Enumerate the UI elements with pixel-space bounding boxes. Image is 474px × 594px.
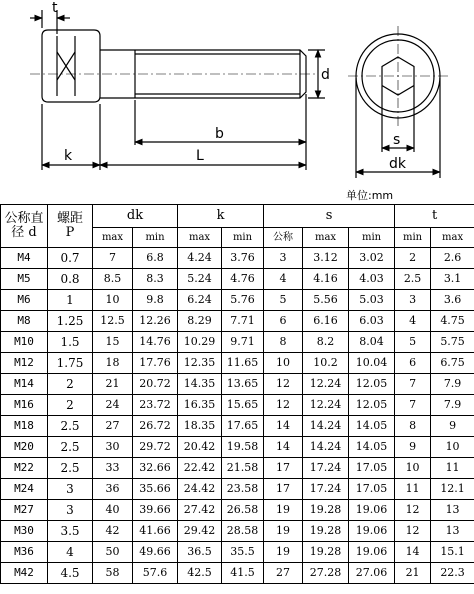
value-cell: 10.2 bbox=[303, 353, 349, 374]
header-t: t bbox=[395, 205, 474, 228]
value-cell: 15.65 bbox=[222, 395, 264, 416]
subheader-cell: min bbox=[395, 228, 431, 248]
value-cell: 27.28 bbox=[303, 563, 349, 584]
value-cell: 19.28 bbox=[303, 542, 349, 563]
value-cell: 3.02 bbox=[349, 248, 395, 269]
value-cell: 10 bbox=[431, 437, 474, 458]
value-cell: 5.56 bbox=[303, 290, 349, 311]
label-d: d bbox=[321, 67, 330, 83]
value-cell: 2.5 bbox=[395, 269, 431, 290]
value-cell: 30 bbox=[93, 437, 133, 458]
bolt-shank-outline bbox=[100, 50, 306, 98]
table-row bbox=[1, 416, 474, 437]
value-cell: 24 bbox=[93, 395, 133, 416]
label-s: s bbox=[393, 132, 401, 148]
table-body bbox=[1, 248, 474, 584]
value-cell: 4 bbox=[395, 311, 431, 332]
table-row bbox=[1, 500, 474, 521]
value-cell: 49.66 bbox=[133, 542, 178, 563]
value-cell: 41.66 bbox=[133, 521, 178, 542]
value-cell: 42.5 bbox=[178, 563, 222, 584]
value-cell: 8 bbox=[264, 332, 303, 353]
header-diameter: 公称直 径 d bbox=[1, 205, 48, 248]
value-cell: 17 bbox=[264, 458, 303, 479]
value-cell: 8.5 bbox=[93, 269, 133, 290]
subheader-cell: min bbox=[222, 228, 264, 248]
value-cell: 5.03 bbox=[349, 290, 395, 311]
value-cell: 6 bbox=[395, 353, 431, 374]
value-cell: 10.04 bbox=[349, 353, 395, 374]
value-cell: 1 bbox=[48, 290, 93, 311]
value-cell: 4.03 bbox=[349, 269, 395, 290]
value-cell: 2.5 bbox=[48, 437, 93, 458]
value-cell: 18 bbox=[93, 353, 133, 374]
value-cell: 24.42 bbox=[178, 479, 222, 500]
value-cell: 19.28 bbox=[303, 500, 349, 521]
value-cell: 5 bbox=[395, 332, 431, 353]
value-cell: 7 bbox=[395, 374, 431, 395]
value-cell: 10 bbox=[93, 290, 133, 311]
size-cell: M18 bbox=[1, 416, 48, 437]
value-cell: 15.1 bbox=[431, 542, 474, 563]
size-cell: M24 bbox=[1, 479, 48, 500]
value-cell: 0.7 bbox=[48, 248, 93, 269]
value-cell: 29.42 bbox=[178, 521, 222, 542]
value-cell: 10.29 bbox=[178, 332, 222, 353]
value-cell: 9.8 bbox=[133, 290, 178, 311]
table-row bbox=[1, 395, 474, 416]
header-dk: dk bbox=[93, 205, 178, 228]
value-cell: 22.42 bbox=[178, 458, 222, 479]
value-cell: 7 bbox=[395, 395, 431, 416]
value-cell: 11 bbox=[431, 458, 474, 479]
value-cell: 14 bbox=[264, 416, 303, 437]
label-dk: dk bbox=[389, 156, 406, 172]
value-cell: 33 bbox=[93, 458, 133, 479]
value-cell: 7.71 bbox=[222, 311, 264, 332]
value-cell: 2.5 bbox=[48, 416, 93, 437]
value-cell: 3.1 bbox=[431, 269, 474, 290]
value-cell: 20.42 bbox=[178, 437, 222, 458]
value-cell: 11.65 bbox=[222, 353, 264, 374]
value-cell: 18.35 bbox=[178, 416, 222, 437]
value-cell: 8.29 bbox=[178, 311, 222, 332]
header-pitch: 螺距 P bbox=[48, 205, 93, 248]
value-cell: 23.58 bbox=[222, 479, 264, 500]
value-cell: 8.04 bbox=[349, 332, 395, 353]
size-cell: M10 bbox=[1, 332, 48, 353]
value-cell: 9.71 bbox=[222, 332, 264, 353]
table-row bbox=[1, 332, 474, 353]
value-cell: 3 bbox=[264, 248, 303, 269]
value-cell: 17 bbox=[264, 479, 303, 500]
value-cell: 17.05 bbox=[349, 479, 395, 500]
size-cell: M4 bbox=[1, 248, 48, 269]
value-cell: 12.05 bbox=[349, 374, 395, 395]
value-cell: 12.5 bbox=[93, 311, 133, 332]
value-cell: 10 bbox=[395, 458, 431, 479]
label-t: t bbox=[52, 0, 58, 16]
value-cell: 14.24 bbox=[303, 437, 349, 458]
value-cell: 9 bbox=[395, 437, 431, 458]
value-cell: 3 bbox=[48, 500, 93, 521]
label-b: b bbox=[215, 126, 224, 142]
value-cell: 28.58 bbox=[222, 521, 264, 542]
value-cell: 4 bbox=[264, 269, 303, 290]
subheader-cell: max bbox=[431, 228, 474, 248]
value-cell: 14.76 bbox=[133, 332, 178, 353]
value-cell: 50 bbox=[93, 542, 133, 563]
value-cell: 3 bbox=[395, 290, 431, 311]
value-cell: 26.58 bbox=[222, 500, 264, 521]
value-cell: 58 bbox=[93, 563, 133, 584]
header-k: k bbox=[178, 205, 264, 228]
value-cell: 8 bbox=[395, 416, 431, 437]
value-cell: 36.5 bbox=[178, 542, 222, 563]
value-cell: 2.5 bbox=[48, 458, 93, 479]
value-cell: 3.6 bbox=[431, 290, 474, 311]
value-cell: 14.05 bbox=[349, 437, 395, 458]
size-cell: M6 bbox=[1, 290, 48, 311]
table-row bbox=[1, 542, 474, 563]
value-cell: 14 bbox=[395, 542, 431, 563]
size-cell: M12 bbox=[1, 353, 48, 374]
value-cell: 13 bbox=[431, 500, 474, 521]
size-cell: M5 bbox=[1, 269, 48, 290]
value-cell: 26.72 bbox=[133, 416, 178, 437]
value-cell: 12.26 bbox=[133, 311, 178, 332]
value-cell: 2.6 bbox=[431, 248, 474, 269]
value-cell: 20.72 bbox=[133, 374, 178, 395]
size-cell: M36 bbox=[1, 542, 48, 563]
value-cell: 1.75 bbox=[48, 353, 93, 374]
value-cell: 7 bbox=[93, 248, 133, 269]
value-cell: 6.8 bbox=[133, 248, 178, 269]
value-cell: 3.76 bbox=[222, 248, 264, 269]
value-cell: 14 bbox=[264, 437, 303, 458]
value-cell: 4.5 bbox=[48, 563, 93, 584]
dimensions-table bbox=[0, 204, 474, 584]
subheader-cell: min bbox=[349, 228, 395, 248]
size-cell: M20 bbox=[1, 437, 48, 458]
table-row bbox=[1, 290, 474, 311]
value-cell: 0.8 bbox=[48, 269, 93, 290]
table-row bbox=[1, 311, 474, 332]
value-cell: 13.65 bbox=[222, 374, 264, 395]
value-cell: 12.05 bbox=[349, 395, 395, 416]
value-cell: 3.12 bbox=[303, 248, 349, 269]
value-cell: 1.5 bbox=[48, 332, 93, 353]
value-cell: 36 bbox=[93, 479, 133, 500]
value-cell: 12.24 bbox=[303, 374, 349, 395]
value-cell: 11 bbox=[395, 479, 431, 500]
table-row bbox=[1, 353, 474, 374]
value-cell: 7.9 bbox=[431, 374, 474, 395]
header-row-1 bbox=[1, 205, 474, 228]
value-cell: 15 bbox=[93, 332, 133, 353]
value-cell: 10 bbox=[264, 353, 303, 374]
value-cell: 5.75 bbox=[431, 332, 474, 353]
value-cell: 4 bbox=[48, 542, 93, 563]
value-cell: 6 bbox=[264, 311, 303, 332]
value-cell: 19 bbox=[264, 542, 303, 563]
value-cell: 35.66 bbox=[133, 479, 178, 500]
table-row bbox=[1, 248, 474, 269]
value-cell: 12.35 bbox=[178, 353, 222, 374]
value-cell: 17.24 bbox=[303, 479, 349, 500]
value-cell: 27.06 bbox=[349, 563, 395, 584]
value-cell: 27 bbox=[93, 416, 133, 437]
value-cell: 13 bbox=[431, 521, 474, 542]
value-cell: 40 bbox=[93, 500, 133, 521]
value-cell: 8.3 bbox=[133, 269, 178, 290]
value-cell: 9 bbox=[431, 416, 474, 437]
value-cell: 19 bbox=[264, 500, 303, 521]
value-cell: 12 bbox=[264, 374, 303, 395]
value-cell: 2 bbox=[395, 248, 431, 269]
size-cell: M14 bbox=[1, 374, 48, 395]
size-cell: M42 bbox=[1, 563, 48, 584]
value-cell: 7.9 bbox=[431, 395, 474, 416]
value-cell: 42 bbox=[93, 521, 133, 542]
bolt-technical-drawing bbox=[0, 0, 474, 185]
size-cell: M16 bbox=[1, 395, 48, 416]
value-cell: 16.35 bbox=[178, 395, 222, 416]
bolt-head-outline bbox=[42, 30, 100, 102]
value-cell: 3.5 bbox=[48, 521, 93, 542]
value-cell: 1.25 bbox=[48, 311, 93, 332]
value-cell: 12 bbox=[264, 395, 303, 416]
value-cell: 41.5 bbox=[222, 563, 264, 584]
value-cell: 8.2 bbox=[303, 332, 349, 353]
value-cell: 12.24 bbox=[303, 395, 349, 416]
table-row bbox=[1, 479, 474, 500]
label-L: L bbox=[196, 148, 204, 164]
value-cell: 19.06 bbox=[349, 521, 395, 542]
value-cell: 39.66 bbox=[133, 500, 178, 521]
table-row bbox=[1, 521, 474, 542]
value-cell: 19.06 bbox=[349, 542, 395, 563]
value-cell: 57.6 bbox=[133, 563, 178, 584]
size-cell: M8 bbox=[1, 311, 48, 332]
value-cell: 29.72 bbox=[133, 437, 178, 458]
value-cell: 4.24 bbox=[178, 248, 222, 269]
value-cell: 6.03 bbox=[349, 311, 395, 332]
value-cell: 12.1 bbox=[431, 479, 474, 500]
value-cell: 5.24 bbox=[178, 269, 222, 290]
value-cell: 21 bbox=[395, 563, 431, 584]
value-cell: 14.24 bbox=[303, 416, 349, 437]
table-row bbox=[1, 458, 474, 479]
value-cell: 12 bbox=[395, 500, 431, 521]
size-cell: M30 bbox=[1, 521, 48, 542]
value-cell: 6.75 bbox=[431, 353, 474, 374]
value-cell: 27.42 bbox=[178, 500, 222, 521]
value-cell: 35.5 bbox=[222, 542, 264, 563]
value-cell: 2 bbox=[48, 395, 93, 416]
size-cell: M22 bbox=[1, 458, 48, 479]
value-cell: 4.76 bbox=[222, 269, 264, 290]
subheader-cell: max bbox=[303, 228, 349, 248]
value-cell: 23.72 bbox=[133, 395, 178, 416]
value-cell: 5.76 bbox=[222, 290, 264, 311]
label-k: k bbox=[64, 148, 73, 164]
value-cell: 4.16 bbox=[303, 269, 349, 290]
value-cell: 14.05 bbox=[349, 416, 395, 437]
value-cell: 19.06 bbox=[349, 500, 395, 521]
subheader-cell: min bbox=[133, 228, 178, 248]
value-cell: 19 bbox=[264, 521, 303, 542]
value-cell: 19.58 bbox=[222, 437, 264, 458]
table-row bbox=[1, 374, 474, 395]
value-cell: 4.75 bbox=[431, 311, 474, 332]
value-cell: 17.65 bbox=[222, 416, 264, 437]
value-cell: 27 bbox=[264, 563, 303, 584]
value-cell: 3 bbox=[48, 479, 93, 500]
value-cell: 17.76 bbox=[133, 353, 178, 374]
value-cell: 5 bbox=[264, 290, 303, 311]
table-row bbox=[1, 437, 474, 458]
value-cell: 21.58 bbox=[222, 458, 264, 479]
table-row bbox=[1, 269, 474, 290]
value-cell: 22.3 bbox=[431, 563, 474, 584]
value-cell: 6.16 bbox=[303, 311, 349, 332]
value-cell: 21 bbox=[93, 374, 133, 395]
value-cell: 17.05 bbox=[349, 458, 395, 479]
subheader-cell: max bbox=[93, 228, 133, 248]
header-s: s bbox=[264, 205, 395, 228]
value-cell: 6.24 bbox=[178, 290, 222, 311]
value-cell: 32.66 bbox=[133, 458, 178, 479]
size-cell: M27 bbox=[1, 500, 48, 521]
subheader-cell: max bbox=[178, 228, 222, 248]
unit-label: 单位:mm bbox=[346, 189, 394, 202]
value-cell: 19.28 bbox=[303, 521, 349, 542]
table-row bbox=[1, 563, 474, 584]
subheader-cell: 公称 bbox=[264, 228, 303, 248]
value-cell: 12 bbox=[395, 521, 431, 542]
value-cell: 2 bbox=[48, 374, 93, 395]
value-cell: 14.35 bbox=[178, 374, 222, 395]
value-cell: 17.24 bbox=[303, 458, 349, 479]
